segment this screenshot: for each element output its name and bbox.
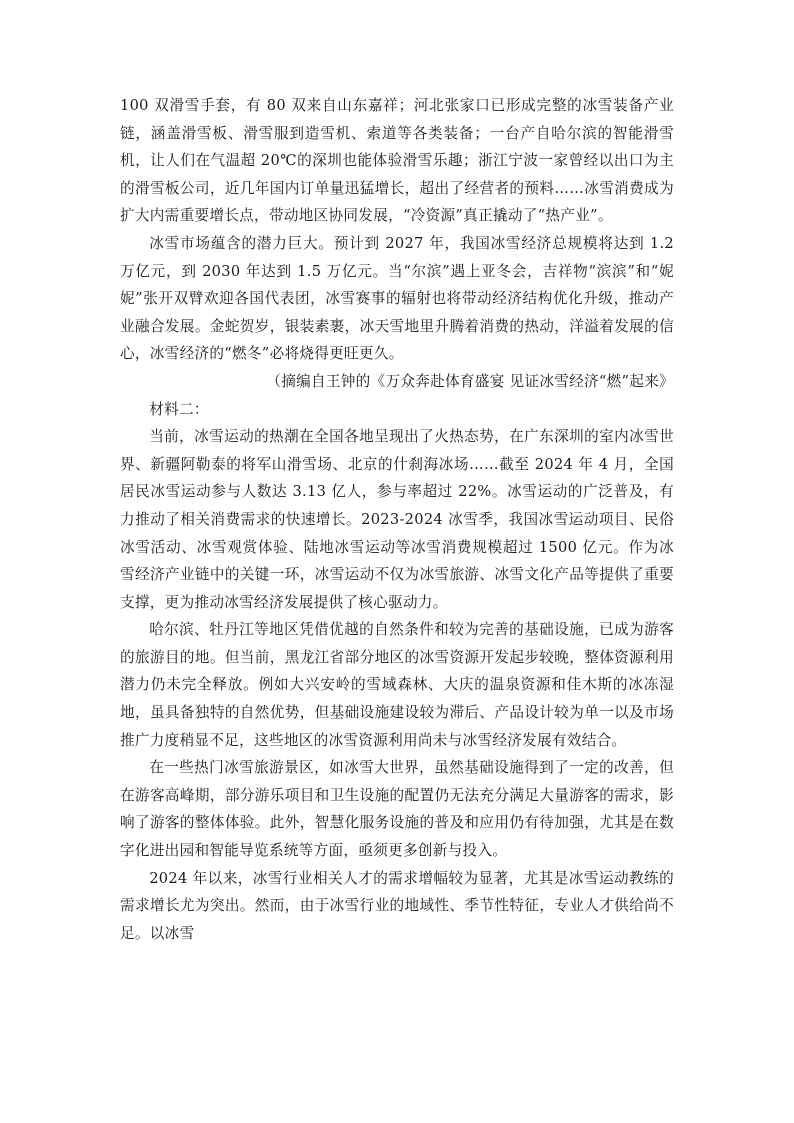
source-citation: （摘编自王钟的《万众奔赴体育盛宴 见证冰雪经济“燃”起来》 [266, 372, 674, 390]
document-page [120, 92, 674, 947]
paragraph-scenic-areas: 在一些热门冰雪旅游景区，如冰雪大世界，虽然基础设施得到了一定的改善，但在游客高峰期，部分游乐项目和卫生设施的配置仍无法充分满足大量游客的需求，影响了游客的整体体验。此外，智慧化服务设施的普及和应用仍有待加强，尤其是在数字化进出园和智能导览系统等方面，亟须更多创新与投入。 [120, 759, 674, 860]
paragraph-regional-resources: 哈尔滨、牡丹江等地区凭借优越的自然条件和较为完善的基础设施，已成为游客的旅游目的地。但当前，黑龙江省部分地区的冰雪资源开发起步较晚，整体资源利用潜力仍未完全释放。例如大兴安岭的雪域森林、大庆的温泉资源和佳木斯的冰冻湿地，虽具备独特的自然优势，但基础设施建设较为滞后、产品设计较为单一以及市场推广力度稍显不足，这些地区的冰雪资源利用尚未与冰雪经济发展有效结合。 [120, 621, 674, 749]
paragraph-market-potential: 冰雪市场蕴含的潜力巨大。预计到 2027 年，我国冰雪经济总规模将达到 1.2 万亿元，到 2030 年达到 1.5 万亿元。当“尔滨”遇上亚冬会，吉祥物“滨滨”和“妮妮”张开双臂欢迎各国代表团，冰雪赛事的辐射也将带动经济结构优化升级，推动产业融合发展。金蛇贺岁，银装素裹，冰天雪地里升腾着消费的热动，洋溢着发展的信心，冰雪经济的“燃冬”必将烧得更旺更久。 [120, 234, 674, 363]
material-two-label: 材料二： [149, 400, 209, 418]
paragraph-sports-boom: 当前，冰雪运动的热潮在全国各地呈现出了火热态势，在广东深圳的室内冰雪世界、新疆阿勒泰的将军山滑雪场、北京的什刹海冰场……截至 2024 年 4 月，全国居民冰雪运动参与人数达 3.13 亿人，参与率超过 22%。冰雪运动的广泛普及，有力推动了相关消费需求的快速增长。2023-2024 冰雪季，我国冰雪运动项目、民俗冰雪活动、冰雪观赏体验、陆地冰雪运动等冰雪消费规模超过 1500 亿元。作为冰雪经济产业链中的关键一环，冰雪运动不仅为冰雪旅游、冰雪文化产品等提供了重要支撑，更为推动冰雪经济发展提供了核心驱动力。 [120, 428, 674, 611]
paragraph-continued-text: 100 双滑雪手套，有 80 双来自山东嘉祥；河北张家口已形成完整的冰雪装备产业链，涵盖滑雪板、滑雪服到造雪机、索道等各类装备；一台产自哈尔滨的智能滑雪机，让人们在气温超 20℃的深圳也能体验滑雪乐趣；浙江宁波一家曾经以出口为主的滑雪板公司，近几年国内订单量迅猛增长，超出了经营者的预料……冰雪消费成为扩大内需重要增长点，带动地区协同发展，“冷资源”真正撬动了“热产业”。 [120, 97, 674, 225]
paragraph-talent-demand: 2024 年以来，冰雪行业相关人才的需求增幅较为显著，尤其是冰雪运动教练的需求增长尤为突出。然而，由于冰雪行业的地域性、季节性特征，专业人才供给尚不足。以冰雪 [120, 869, 674, 942]
